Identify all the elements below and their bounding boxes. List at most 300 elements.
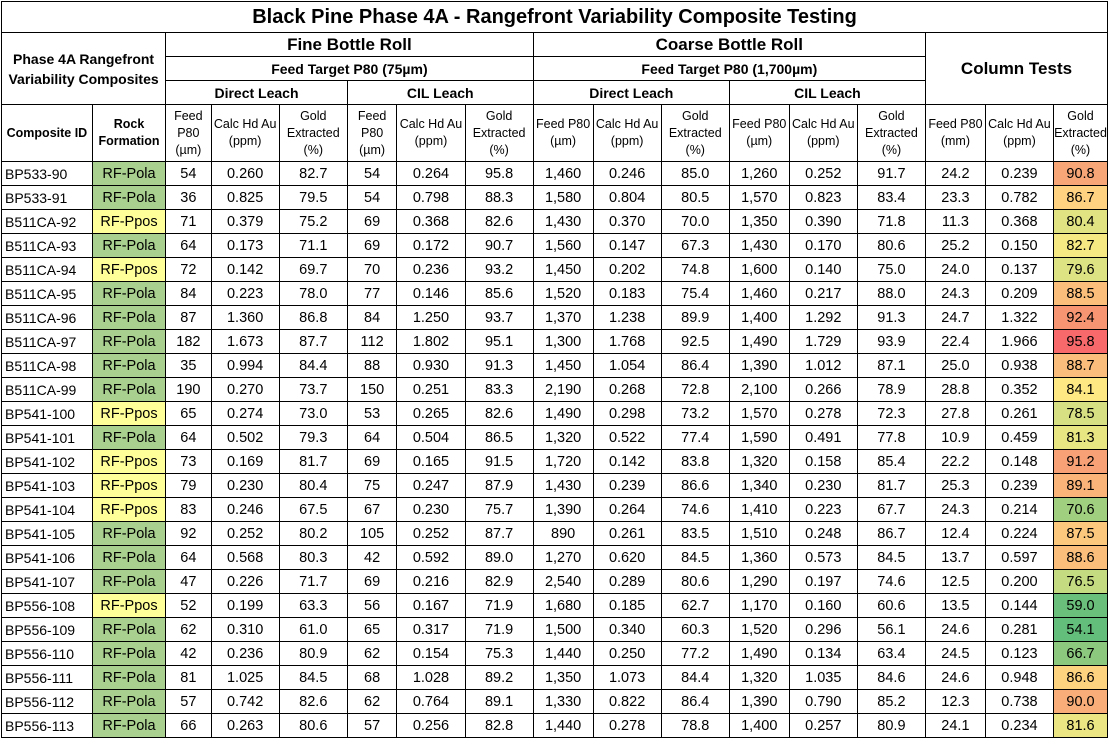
rock-formation-cell: RF-Ppos	[92, 450, 165, 474]
rock-formation-cell: RF-Pola	[92, 426, 165, 450]
table-row	[2, 642, 1108, 666]
table-title: Black Pine Phase 4A - Rangefront Variability Composite Testing	[2, 2, 1108, 33]
coarse-cil-feed-cell: 1,400	[729, 714, 789, 738]
fine-cil-feed-cell: 53	[347, 402, 397, 426]
composite-testing-table	[1, 1, 1108, 738]
fine-direct-calc-cell: 1.673	[211, 330, 279, 354]
fine-cil-feed-cell: 64	[347, 426, 397, 450]
gold-extracted-header: Gold Extracted (%)	[857, 105, 925, 162]
fine-cil-calc-cell: 0.265	[397, 402, 465, 426]
coarse-direct-calc-cell: 0.268	[593, 378, 661, 402]
composite-id-cell: BP541-104	[2, 498, 93, 522]
column-feed-cell: 12.3	[925, 690, 985, 714]
coarse-cil-feed-cell: 1,490	[729, 642, 789, 666]
column-feed-cell: 27.8	[925, 402, 985, 426]
coarse-direct-gold-cell: 73.2	[661, 402, 729, 426]
coarse-direct-calc-cell: 0.278	[593, 714, 661, 738]
column-calc-cell: 0.150	[985, 234, 1053, 258]
fine-cil-calc-cell: 0.167	[397, 594, 465, 618]
column-feed-cell: 23.3	[925, 186, 985, 210]
fine-cil-feed-cell: 54	[347, 162, 397, 186]
coarse-direct-feed-cell: 1,270	[533, 546, 593, 570]
coarse-direct-feed-cell: 1,320	[533, 426, 593, 450]
coarse-direct-calc-cell: 1.054	[593, 354, 661, 378]
rock-formation-cell: RF-Ppos	[92, 258, 165, 282]
coarse-cil-calc-cell: 0.790	[789, 690, 857, 714]
fine-cil-gold-cell: 87.9	[465, 474, 533, 498]
table-row	[2, 402, 1108, 426]
coarse-cil-feed-cell: 1,360	[729, 546, 789, 570]
coarse-cil-calc-cell: 0.266	[789, 378, 857, 402]
gold-extracted-header: Gold Extracted (%)	[465, 105, 533, 162]
composite-id-cell: B511CA-97	[2, 330, 93, 354]
column-calc-cell: 0.239	[985, 162, 1053, 186]
column-calc-cell: 0.938	[985, 354, 1053, 378]
coarse-direct-calc-cell: 0.370	[593, 210, 661, 234]
fine-cil-feed-cell: 68	[347, 666, 397, 690]
coarse-cil-feed-cell: 1,260	[729, 162, 789, 186]
coarse-direct-calc-cell: 0.142	[593, 450, 661, 474]
column-calc-cell: 0.123	[985, 642, 1053, 666]
coarse-direct-gold-cell: 83.8	[661, 450, 729, 474]
calc-hd-au-header: Calc Hd Au (ppm)	[593, 105, 661, 162]
table-row	[2, 594, 1108, 618]
fine-cil-gold-cell: 75.3	[465, 642, 533, 666]
coarse-cil-calc-cell: 0.160	[789, 594, 857, 618]
fine-cil-calc-cell: 0.798	[397, 186, 465, 210]
coarse-direct-calc-cell: 1.073	[593, 666, 661, 690]
column-calc-cell: 0.209	[985, 282, 1053, 306]
rock-formation-cell: RF-Pola	[92, 546, 165, 570]
column-gold-cell: 76.5	[1054, 570, 1108, 594]
fine-cil-calc-cell: 0.172	[397, 234, 465, 258]
coarse-cil-calc-cell: 1.012	[789, 354, 857, 378]
column-feed-cell: 24.3	[925, 282, 985, 306]
fine-cil-feed-cell: 69	[347, 234, 397, 258]
coarse-direct-gold-cell: 86.4	[661, 354, 729, 378]
fine-direct-feed-cell: 73	[166, 450, 211, 474]
fine-direct-gold-cell: 80.6	[279, 714, 347, 738]
column-gold-cell: 86.7	[1054, 186, 1108, 210]
coarse-cil-calc-cell: 0.223	[789, 498, 857, 522]
composite-id-cell: BP541-107	[2, 570, 93, 594]
fine-cil-gold-cell: 91.5	[465, 450, 533, 474]
coarse-cil-calc-cell: 0.573	[789, 546, 857, 570]
rock-formation-cell: RF-Ppos	[92, 474, 165, 498]
coarse-cil-feed-cell: 1,410	[729, 498, 789, 522]
coarse-cil-feed-cell: 1,320	[729, 666, 789, 690]
rock-formation-cell: RF-Pola	[92, 354, 165, 378]
column-gold-cell: 90.8	[1054, 162, 1108, 186]
composite-id-cell: BP556-109	[2, 618, 93, 642]
table-row	[2, 690, 1108, 714]
fine-direct-feed-cell: 79	[166, 474, 211, 498]
fine-bottle-roll-header: Fine Bottle Roll	[166, 33, 534, 57]
coarse-cil-feed-cell: 1,170	[729, 594, 789, 618]
fine-direct-feed-cell: 182	[166, 330, 211, 354]
column-gold-cell: 88.5	[1054, 282, 1108, 306]
rock-formation-cell: RF-Pola	[92, 642, 165, 666]
calc-hd-au-header: Calc Hd Au (ppm)	[397, 105, 465, 162]
fine-cil-feed-cell: 75	[347, 474, 397, 498]
column-feed-cell: 24.5	[925, 642, 985, 666]
fine-direct-gold-cell: 79.5	[279, 186, 347, 210]
rock-formation-cell: RF-Ppos	[92, 594, 165, 618]
fine-direct-gold-cell: 81.7	[279, 450, 347, 474]
table-row	[2, 186, 1108, 210]
fine-cil-gold-cell: 86.5	[465, 426, 533, 450]
coarse-cil-feed-cell: 1,600	[729, 258, 789, 282]
coarse-direct-feed-cell: 1,560	[533, 234, 593, 258]
fine-cil-feed-cell: 62	[347, 690, 397, 714]
composite-id-cell: BP556-112	[2, 690, 93, 714]
column-calc-cell: 0.144	[985, 594, 1053, 618]
column-feed-cell: 13.7	[925, 546, 985, 570]
coarse-cil-feed-cell: 1,570	[729, 402, 789, 426]
fine-cil-gold-cell: 89.2	[465, 666, 533, 690]
rock-formation-cell: RF-Pola	[92, 570, 165, 594]
table-row	[2, 378, 1108, 402]
table-row	[2, 666, 1108, 690]
table-row	[2, 330, 1108, 354]
rock-formation-cell: RF-Pola	[92, 282, 165, 306]
coarse-direct-calc-cell: 0.147	[593, 234, 661, 258]
coarse-bottle-roll-header: Coarse Bottle Roll	[533, 33, 925, 57]
coarse-direct-feed-cell: 1,430	[533, 474, 593, 498]
fine-cil-calc-cell: 0.264	[397, 162, 465, 186]
fine-cil-feed-cell: 112	[347, 330, 397, 354]
coarse-direct-calc-cell: 0.185	[593, 594, 661, 618]
column-calc-cell: 0.261	[985, 402, 1053, 426]
fine-cil-calc-cell: 0.236	[397, 258, 465, 282]
fine-direct-gold-cell: 82.7	[279, 162, 347, 186]
fine-direct-gold-cell: 73.7	[279, 378, 347, 402]
fine-cil-gold-cell: 89.0	[465, 546, 533, 570]
coarse-cil-feed-cell: 1,320	[729, 450, 789, 474]
coarse-direct-calc-cell: 0.298	[593, 402, 661, 426]
composite-id-cell: B511CA-93	[2, 234, 93, 258]
rock-formation-header: Rock Formation	[92, 105, 165, 162]
fine-direct-gold-cell: 84.4	[279, 354, 347, 378]
fine-direct-feed-cell: 83	[166, 498, 211, 522]
coarse-cil-gold-cell: 81.7	[857, 474, 925, 498]
fine-direct-calc-cell: 0.169	[211, 450, 279, 474]
column-feed-cell: 25.2	[925, 234, 985, 258]
fine-cil-gold-cell: 93.2	[465, 258, 533, 282]
fine-cil-calc-cell: 0.764	[397, 690, 465, 714]
coarse-cil-feed-cell: 1,400	[729, 306, 789, 330]
coarse-direct-feed-cell: 1,440	[533, 714, 593, 738]
fine-direct-calc-cell: 0.274	[211, 402, 279, 426]
fine-cil-calc-cell: 1.250	[397, 306, 465, 330]
fine-direct-feed-cell: 72	[166, 258, 211, 282]
coarse-cil-calc-cell: 0.252	[789, 162, 857, 186]
column-gold-cell: 82.7	[1054, 234, 1108, 258]
fine-direct-gold-cell: 80.9	[279, 642, 347, 666]
fine-direct-gold-cell: 71.7	[279, 570, 347, 594]
column-gold-cell: 88.6	[1054, 546, 1108, 570]
calc-hd-au-header: Calc Hd Au (ppm)	[789, 105, 857, 162]
coarse-direct-gold-cell: 62.7	[661, 594, 729, 618]
coarse-cil-calc-cell: 0.491	[789, 426, 857, 450]
coarse-direct-feed-cell: 1,450	[533, 258, 593, 282]
rock-formation-cell: RF-Ppos	[92, 210, 165, 234]
fine-cil-feed-cell: 150	[347, 378, 397, 402]
coarse-direct-gold-cell: 86.4	[661, 690, 729, 714]
fine-direct-leach-header: Direct Leach	[166, 81, 348, 105]
coarse-direct-calc-cell: 0.289	[593, 570, 661, 594]
coarse-cil-gold-cell: 85.4	[857, 450, 925, 474]
fine-direct-feed-cell: 64	[166, 234, 211, 258]
fine-cil-gold-cell: 88.3	[465, 186, 533, 210]
fine-direct-gold-cell: 69.7	[279, 258, 347, 282]
coarse-cil-calc-cell: 0.158	[789, 450, 857, 474]
column-calc-cell: 0.459	[985, 426, 1053, 450]
column-calc-cell: 0.224	[985, 522, 1053, 546]
fine-direct-calc-cell: 0.199	[211, 594, 279, 618]
feed-p80-header: Feed P80 (µm)	[166, 105, 211, 162]
fine-cil-feed-cell: 69	[347, 570, 397, 594]
coarse-direct-calc-cell: 0.522	[593, 426, 661, 450]
coarse-cil-feed-cell: 1,570	[729, 186, 789, 210]
gold-extracted-header: Gold Extracted (%)	[661, 105, 729, 162]
coarse-cil-calc-cell: 0.140	[789, 258, 857, 282]
coarse-direct-gold-cell: 75.4	[661, 282, 729, 306]
fine-cil-calc-cell: 1.028	[397, 666, 465, 690]
calc-hd-au-header: Calc Hd Au (ppm)	[985, 105, 1053, 162]
fine-cil-gold-cell: 71.9	[465, 618, 533, 642]
table-row	[2, 234, 1108, 258]
column-gold-cell: 81.6	[1054, 714, 1108, 738]
rock-formation-cell: RF-Pola	[92, 714, 165, 738]
coarse-cil-feed-cell: 1,460	[729, 282, 789, 306]
fine-cil-feed-cell: 77	[347, 282, 397, 306]
composite-id-cell: BP541-100	[2, 402, 93, 426]
column-feed-cell: 22.4	[925, 330, 985, 354]
fine-cil-gold-cell: 89.1	[465, 690, 533, 714]
composite-id-cell: B511CA-95	[2, 282, 93, 306]
coarse-direct-leach-header: Direct Leach	[533, 81, 729, 105]
fine-cil-gold-cell: 95.8	[465, 162, 533, 186]
fine-cil-feed-cell: 70	[347, 258, 397, 282]
coarse-cil-gold-cell: 78.9	[857, 378, 925, 402]
column-gold-cell: 86.6	[1054, 666, 1108, 690]
column-calc-cell: 0.148	[985, 450, 1053, 474]
column-calc-cell: 0.368	[985, 210, 1053, 234]
column-gold-cell: 90.0	[1054, 690, 1108, 714]
column-calc-cell: 0.200	[985, 570, 1053, 594]
fine-direct-calc-cell: 0.825	[211, 186, 279, 210]
coarse-cil-gold-cell: 80.9	[857, 714, 925, 738]
coarse-direct-feed-cell: 1,460	[533, 162, 593, 186]
column-calc-cell: 0.352	[985, 378, 1053, 402]
composite-id-cell: BP541-102	[2, 450, 93, 474]
rock-formation-cell: RF-Pola	[92, 330, 165, 354]
coarse-cil-feed-cell: 1,510	[729, 522, 789, 546]
column-gold-cell: 54.1	[1054, 618, 1108, 642]
column-gold-cell: 79.6	[1054, 258, 1108, 282]
coarse-cil-calc-cell: 0.248	[789, 522, 857, 546]
column-feed-cell: 24.7	[925, 306, 985, 330]
coarse-cil-feed-cell: 1,290	[729, 570, 789, 594]
fine-cil-gold-cell: 82.8	[465, 714, 533, 738]
coarse-cil-gold-cell: 71.8	[857, 210, 925, 234]
composite-id-cell: BP556-110	[2, 642, 93, 666]
column-gold-cell: 59.0	[1054, 594, 1108, 618]
column-calc-cell: 0.214	[985, 498, 1053, 522]
column-gold-cell: 89.1	[1054, 474, 1108, 498]
fine-direct-feed-cell: 62	[166, 618, 211, 642]
fine-direct-calc-cell: 0.310	[211, 618, 279, 642]
coarse-direct-feed-cell: 1,390	[533, 498, 593, 522]
coarse-direct-feed-cell: 1,720	[533, 450, 593, 474]
fine-direct-calc-cell: 0.246	[211, 498, 279, 522]
fine-direct-calc-cell: 0.568	[211, 546, 279, 570]
column-calc-cell: 0.239	[985, 474, 1053, 498]
coarse-direct-gold-cell: 74.6	[661, 498, 729, 522]
fine-direct-feed-cell: 54	[166, 162, 211, 186]
coarse-direct-gold-cell: 85.0	[661, 162, 729, 186]
column-feed-cell: 24.2	[925, 162, 985, 186]
coarse-cil-feed-cell: 1,390	[729, 690, 789, 714]
coarse-direct-gold-cell: 78.8	[661, 714, 729, 738]
coarse-direct-feed-cell: 1,580	[533, 186, 593, 210]
column-gold-cell: 70.6	[1054, 498, 1108, 522]
coarse-direct-calc-cell: 1.768	[593, 330, 661, 354]
coarse-cil-gold-cell: 67.7	[857, 498, 925, 522]
fine-cil-calc-cell: 0.256	[397, 714, 465, 738]
coarse-cil-gold-cell: 84.6	[857, 666, 925, 690]
column-feed-cell: 28.8	[925, 378, 985, 402]
fine-cil-calc-cell: 0.146	[397, 282, 465, 306]
rock-formation-cell: RF-Pola	[92, 522, 165, 546]
fine-cil-feed-cell: 54	[347, 186, 397, 210]
coarse-cil-feed-cell: 1,340	[729, 474, 789, 498]
column-gold-cell: 84.1	[1054, 378, 1108, 402]
table-row	[2, 354, 1108, 378]
column-feed-cell: 24.3	[925, 498, 985, 522]
coarse-cil-calc-cell: 1.035	[789, 666, 857, 690]
column-calc-cell: 0.782	[985, 186, 1053, 210]
coarse-cil-gold-cell: 88.0	[857, 282, 925, 306]
gold-extracted-header: Gold Extracted (%)	[279, 105, 347, 162]
coarse-direct-gold-cell: 72.8	[661, 378, 729, 402]
fine-direct-gold-cell: 71.1	[279, 234, 347, 258]
column-gold-cell: 81.3	[1054, 426, 1108, 450]
column-gold-cell: 78.5	[1054, 402, 1108, 426]
fine-direct-gold-cell: 82.6	[279, 690, 347, 714]
fine-cil-feed-cell: 84	[347, 306, 397, 330]
fine-cil-calc-cell: 0.230	[397, 498, 465, 522]
fine-cil-feed-cell: 57	[347, 714, 397, 738]
composite-id-cell: BP556-111	[2, 666, 93, 690]
coarse-cil-leach-header: CIL Leach	[729, 81, 925, 105]
fine-cil-calc-cell: 1.802	[397, 330, 465, 354]
fine-cil-gold-cell: 87.7	[465, 522, 533, 546]
coarse-direct-gold-cell: 77.4	[661, 426, 729, 450]
coarse-direct-feed-cell: 2,190	[533, 378, 593, 402]
fine-cil-gold-cell: 82.6	[465, 402, 533, 426]
fine-cil-feed-cell: 88	[347, 354, 397, 378]
fine-direct-calc-cell: 0.236	[211, 642, 279, 666]
coarse-direct-gold-cell: 67.3	[661, 234, 729, 258]
fine-direct-feed-cell: 47	[166, 570, 211, 594]
column-gold-cell: 95.8	[1054, 330, 1108, 354]
fine-direct-calc-cell: 0.742	[211, 690, 279, 714]
rock-formation-cell: RF-Ppos	[92, 402, 165, 426]
coarse-direct-gold-cell: 83.5	[661, 522, 729, 546]
coarse-direct-feed-cell: 1,350	[533, 666, 593, 690]
column-feed-cell: 10.9	[925, 426, 985, 450]
coarse-direct-feed-cell: 2,540	[533, 570, 593, 594]
coarse-direct-gold-cell: 60.3	[661, 618, 729, 642]
coarse-cil-gold-cell: 72.3	[857, 402, 925, 426]
fine-cil-feed-cell: 65	[347, 618, 397, 642]
fine-direct-calc-cell: 0.226	[211, 570, 279, 594]
fine-direct-gold-cell: 63.3	[279, 594, 347, 618]
column-feed-cell: 24.6	[925, 618, 985, 642]
fine-direct-calc-cell: 0.142	[211, 258, 279, 282]
fine-direct-calc-cell: 0.379	[211, 210, 279, 234]
coarse-cil-gold-cell: 77.8	[857, 426, 925, 450]
fine-cil-gold-cell: 85.6	[465, 282, 533, 306]
coarse-feed-target-header: Feed Target P80 (1,700µm)	[533, 57, 925, 81]
fine-direct-calc-cell: 0.230	[211, 474, 279, 498]
fine-cil-calc-cell: 0.154	[397, 642, 465, 666]
coarse-direct-feed-cell: 1,500	[533, 618, 593, 642]
coarse-direct-gold-cell: 84.4	[661, 666, 729, 690]
coarse-direct-calc-cell: 0.264	[593, 498, 661, 522]
coarse-cil-gold-cell: 63.4	[857, 642, 925, 666]
coarse-direct-gold-cell: 89.9	[661, 306, 729, 330]
fine-cil-calc-cell: 0.504	[397, 426, 465, 450]
composite-id-cell: BP541-103	[2, 474, 93, 498]
composite-id-cell: BP541-106	[2, 546, 93, 570]
composite-id-cell: BP556-108	[2, 594, 93, 618]
coarse-cil-calc-cell: 1.729	[789, 330, 857, 354]
coarse-direct-feed-cell: 1,440	[533, 642, 593, 666]
fine-direct-feed-cell: 64	[166, 546, 211, 570]
composite-id-cell: B511CA-96	[2, 306, 93, 330]
fine-direct-feed-cell: 52	[166, 594, 211, 618]
column-calc-cell: 0.234	[985, 714, 1053, 738]
coarse-cil-feed-cell: 2,100	[729, 378, 789, 402]
coarse-cil-calc-cell: 0.217	[789, 282, 857, 306]
fine-direct-calc-cell: 0.252	[211, 522, 279, 546]
coarse-direct-calc-cell: 0.822	[593, 690, 661, 714]
column-feed-cell: 25.3	[925, 474, 985, 498]
fine-direct-gold-cell: 80.2	[279, 522, 347, 546]
coarse-cil-calc-cell: 0.134	[789, 642, 857, 666]
fine-direct-feed-cell: 87	[166, 306, 211, 330]
coarse-direct-feed-cell: 1,330	[533, 690, 593, 714]
fine-cil-calc-cell: 0.251	[397, 378, 465, 402]
fine-direct-feed-cell: 35	[166, 354, 211, 378]
column-feed-cell: 12.4	[925, 522, 985, 546]
fine-direct-gold-cell: 78.0	[279, 282, 347, 306]
gold-extracted-header: Gold Extracted (%)	[1054, 105, 1108, 162]
coarse-cil-feed-cell: 1,430	[729, 234, 789, 258]
coarse-direct-gold-cell: 92.5	[661, 330, 729, 354]
fine-cil-calc-cell: 0.247	[397, 474, 465, 498]
fine-direct-gold-cell: 84.5	[279, 666, 347, 690]
column-gold-cell: 92.4	[1054, 306, 1108, 330]
fine-cil-leach-header: CIL Leach	[347, 81, 533, 105]
column-feed-cell: 22.2	[925, 450, 985, 474]
fine-direct-gold-cell: 80.3	[279, 546, 347, 570]
coarse-cil-feed-cell: 1,490	[729, 330, 789, 354]
coarse-direct-calc-cell: 0.183	[593, 282, 661, 306]
